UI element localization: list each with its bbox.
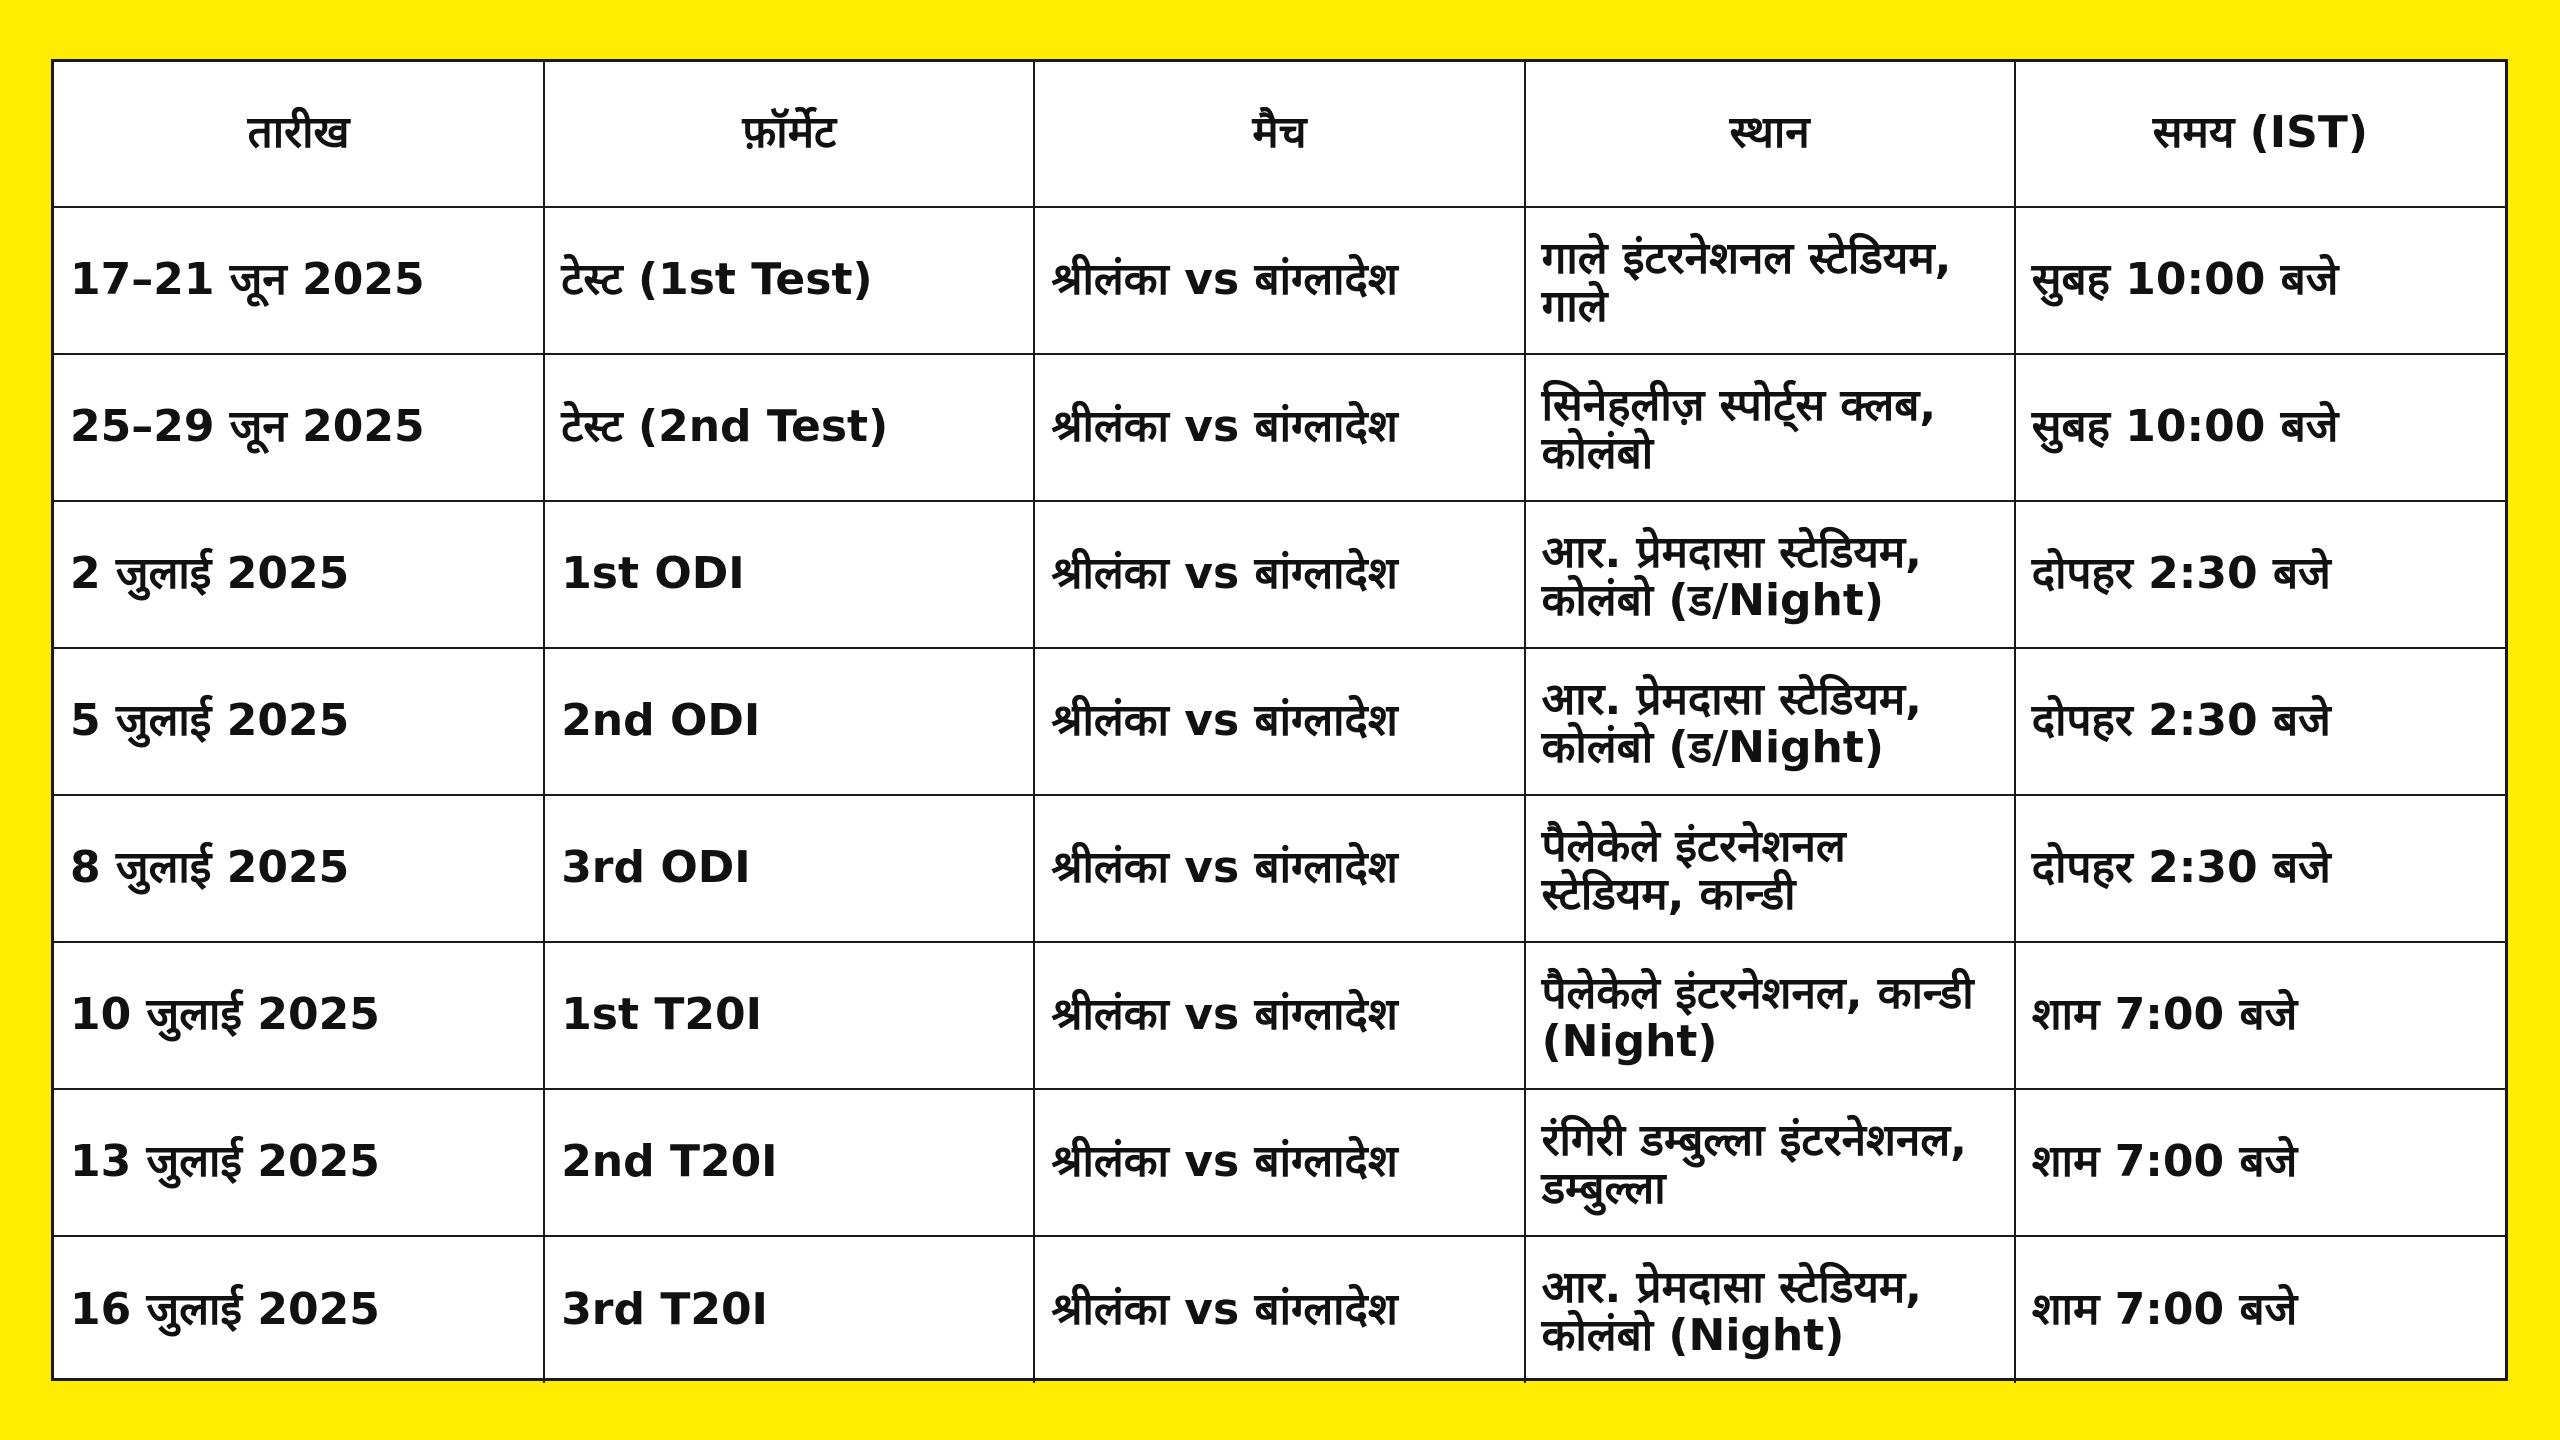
header-match: मैच: [1034, 62, 1524, 207]
cell-format: टेस्ट (1st Test): [544, 207, 1034, 354]
cell-match: श्रीलंका vs बांग्लादेश: [1034, 207, 1524, 354]
table-row: [54, 795, 2505, 942]
table-row: [54, 354, 2505, 501]
cell-format: 1st ODI: [544, 501, 1034, 648]
cell-format: 3rd ODI: [544, 795, 1034, 942]
cell-time: दोपहर 2:30 बजे: [2015, 648, 2505, 795]
cell-time: शाम 7:00 बजे: [2015, 1089, 2505, 1236]
cell-date: 25–29 जून 2025: [54, 354, 544, 501]
cell-venue: आर. प्रेमदासा स्टेडियम, कोलंबो (ड/Night): [1525, 648, 2015, 795]
cell-venue: सिनेहलीज़ स्पोर्ट्स क्लब, कोलंबो: [1525, 354, 2015, 501]
cell-format: 3rd T20I: [544, 1236, 1034, 1383]
table-row: [54, 1236, 2505, 1383]
schedule-table: [54, 62, 2505, 1383]
cell-format: 2nd ODI: [544, 648, 1034, 795]
schedule-table-container: [51, 59, 2508, 1381]
cell-match: श्रीलंका vs बांग्लादेश: [1034, 942, 1524, 1089]
table-row: [54, 1089, 2505, 1236]
table-row: [54, 207, 2505, 354]
cell-date: 10 जुलाई 2025: [54, 942, 544, 1089]
header-venue: स्थान: [1525, 62, 2015, 207]
cell-time: दोपहर 2:30 बजे: [2015, 795, 2505, 942]
cell-date: 8 जुलाई 2025: [54, 795, 544, 942]
cell-match: श्रीलंका vs बांग्लादेश: [1034, 501, 1524, 648]
cell-format: 2nd T20I: [544, 1089, 1034, 1236]
cell-venue: गाले इंटरनेशनल स्टेडियम, गाले: [1525, 207, 2015, 354]
table-row: [54, 648, 2505, 795]
header-date: तारीख: [54, 62, 544, 207]
cell-date: 16 जुलाई 2025: [54, 1236, 544, 1383]
cell-date: 2 जुलाई 2025: [54, 501, 544, 648]
cell-match: श्रीलंका vs बांग्लादेश: [1034, 795, 1524, 942]
cell-format: 1st T20I: [544, 942, 1034, 1089]
cell-venue: रंगिरी डम्बुल्ला इंटरनेशनल, डम्बुल्ला: [1525, 1089, 2015, 1236]
cell-time: सुबह 10:00 बजे: [2015, 354, 2505, 501]
cell-venue: पैलेकेले इंटरनेशनल स्टेडियम, कान्डी: [1525, 795, 2015, 942]
cell-match: श्रीलंका vs बांग्लादेश: [1034, 354, 1524, 501]
cell-date: 13 जुलाई 2025: [54, 1089, 544, 1236]
cell-date: 17–21 जून 2025: [54, 207, 544, 354]
table-row: [54, 942, 2505, 1089]
table-row: [54, 501, 2505, 648]
cell-date: 5 जुलाई 2025: [54, 648, 544, 795]
header-time: समय (IST): [2015, 62, 2505, 207]
cell-venue: आर. प्रेमदासा स्टेडियम, कोलंबो (Night): [1525, 1236, 2015, 1383]
table-header-row: [54, 62, 2505, 207]
cell-time: शाम 7:00 बजे: [2015, 1236, 2505, 1383]
cell-format: टेस्ट (2nd Test): [544, 354, 1034, 501]
cell-venue: पैलेकेले इंटरनेशनल, कान्डी (Night): [1525, 942, 2015, 1089]
cell-time: दोपहर 2:30 बजे: [2015, 501, 2505, 648]
cell-time: शाम 7:00 बजे: [2015, 942, 2505, 1089]
cell-match: श्रीलंका vs बांग्लादेश: [1034, 648, 1524, 795]
header-format: फ़ॉर्मेट: [544, 62, 1034, 207]
cell-venue: आर. प्रेमदासा स्टेडियम, कोलंबो (ड/Night): [1525, 501, 2015, 648]
cell-time: सुबह 10:00 बजे: [2015, 207, 2505, 354]
cell-match: श्रीलंका vs बांग्लादेश: [1034, 1236, 1524, 1383]
cell-match: श्रीलंका vs बांग्लादेश: [1034, 1089, 1524, 1236]
